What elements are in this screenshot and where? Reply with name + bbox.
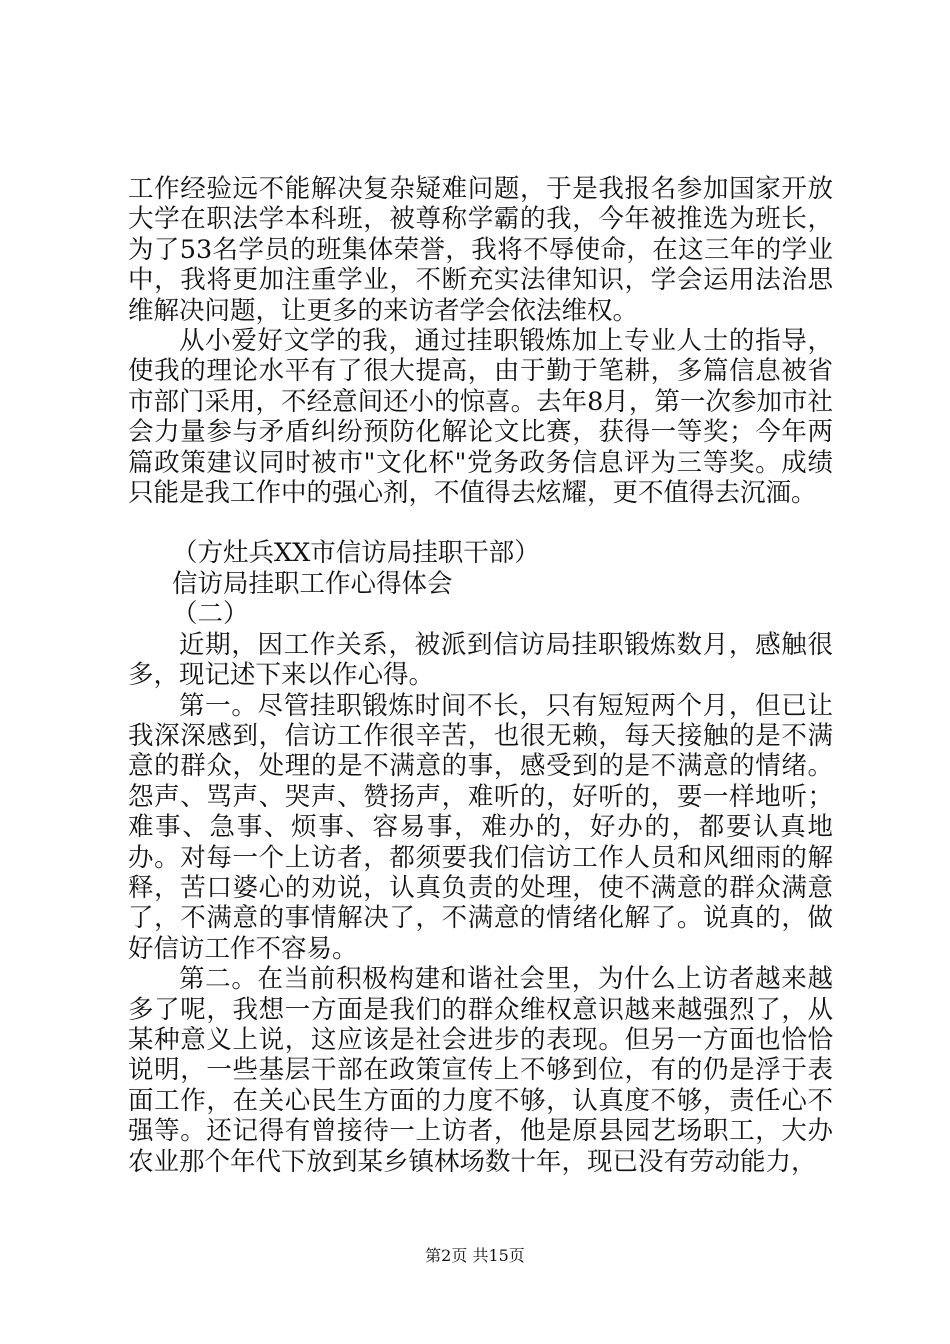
signature-line: （方灶兵XX市信访局挂职干部） — [172, 538, 540, 569]
paragraph-first-point: 第一。尽管挂职锻炼时间不长，只有短短两个月，但已让我深深感到，信访工作很辛苦，也很无赖，每天接触的是不满意的群众，处理的是不满意的事，感受到的是不满意的情绪。怨声、骂声、哭声、赞扬声，难听的，好听的，要一样地听；难事、急事、烦事、容易事，难办的，好办的，都要认真地办。对每一个上访者，都须要我们信访工作人员和风细雨的解释，苦口婆心的劝说，认真负责的处理，使不满意的群众满意了，不满意的事情解决了，不满意的情绪化解了。说真的，做好信访工作不容易。 — [128, 690, 833, 964]
section-title: 信访局挂职工作心得体会 — [172, 568, 453, 599]
page-footer: 第2页 共15页 — [425, 1246, 525, 1265]
paragraph-gap — [128, 508, 833, 538]
paragraph-continuation: 工作经验远不能解决复杂疑难问题，于是我报名参加国家开放大学在职法学本科班，被尊称学霸的我，今年被推选为班长，为了53名学员的班集体荣誉，我将不辱使命，在这三年的学业中，我将更加注重学业，不断充实法律知识，学会运用法治思维解决问题，让更多的来访者学会依法维权。 — [128, 174, 833, 326]
section-part-number: （二） — [172, 599, 249, 630]
paragraph-intro: 近期，因工作关系，被派到信访局挂职锻炼数月，感触很多，现记述下来以作心得。 — [128, 629, 833, 691]
document-body — [128, 174, 833, 1177]
paragraph-literature: 从小爱好文学的我，通过挂职锻炼加上专业人士的指导，使我的理论水平有了很大提高，由于勤于笔耕，多篇信息被省市部门采用，不经意间还小的惊喜。去年8月，第一次参加市社会力量参与矛盾纠纷预防化解论文比赛，获得一等奖；今年两篇政策建议同时被市"文化杯"党务政务信息评为三等奖。成绩只能是我工作中的强心剂，不值得去炫耀，更不值得去沉湎。 — [128, 326, 833, 509]
paragraph-second-point: 第二。在当前积极构建和谐社会里，为什么上访者越来越多了呢，我想一方面是我们的群众维权意识越来越强烈了，从某种意义上说，这应该是社会进步的表现。但另一方面也恰恰说明，一些基层干部在政策宣传上不够到位，有的仍是浮于表面工作，在关心民生方面的力度不够，认真度不够，责任心不强等。还记得有曾接待一上访者，他是原县园艺场职工，大办农业那个年代下放到某乡镇林场数十年，现已没有劳动能力， — [128, 964, 833, 1177]
